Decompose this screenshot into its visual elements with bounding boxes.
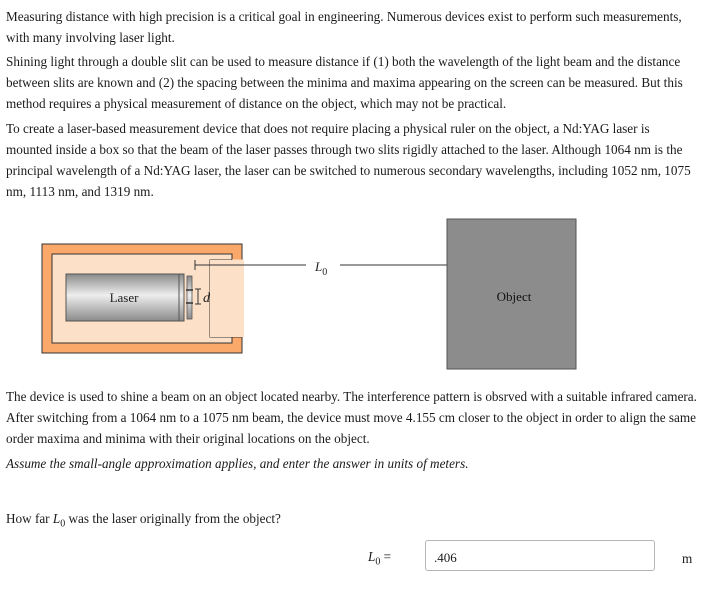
answer-label-eq: = bbox=[380, 549, 392, 564]
distance-label bbox=[314, 259, 327, 278]
answer-input[interactable] bbox=[425, 540, 655, 571]
laser-device-figure bbox=[0, 214, 705, 374]
box-opening bbox=[210, 260, 244, 337]
slit-plate bbox=[187, 276, 192, 319]
double-slit-paragraph: Shining light through a double slit can be used to measure distance if (1) both the wavelength of the light beam and the distance between slits are known and (2) the spacing between the minima and maxima appearing on the screen can be measured. But this method requires a physical measurement of distance on the object, which may not be practical. bbox=[6, 54, 683, 111]
distance-label-sub: 0 bbox=[322, 267, 328, 278]
assumption-note: Assume the small-angle approximation applies, and enter the answer in units of meters. bbox=[6, 456, 469, 471]
answer-label-sub: 0 bbox=[375, 556, 381, 568]
usage-paragraph: The device is used to shine a beam on an object located nearby. The interference pattern is obsrved with a suitable infrared camera. After switching from a 1064 nm to a 1075 nm beam, the device must move 4.155 cm closer to the object in order to align the same order maxima and minima with their original locations on the object. bbox=[6, 389, 697, 446]
slit-spacing-label: d bbox=[203, 291, 210, 306]
laser-label: Laser bbox=[109, 290, 139, 305]
question-prefix: How far bbox=[6, 511, 53, 526]
question-text bbox=[6, 511, 281, 530]
device-paragraph: To create a laser-based measurement device that does not require placing a physical ruler on the object, a Nd:YAG laser is mounted inside a box so that the beam of the laser passes through two slits rigidly attached to the laser. Although 1064 nm is the principal wavelength of a Nd:YAG laser, the laser can be switched to numerous secondary wavelengths, including 1052 nm, 1075 nm, 1113 nm, and 1319 nm. bbox=[6, 121, 691, 199]
intro-paragraph: Measuring distance with high precision is a critical goal in engineering. Numerous devices exist to perform such measurements, with many involving laser light. bbox=[6, 9, 682, 45]
answer-label-var: L bbox=[368, 549, 376, 564]
laser-end-cap bbox=[179, 274, 184, 321]
answer-label bbox=[368, 549, 391, 568]
question-sub: 0 bbox=[60, 518, 66, 530]
object-label: Object bbox=[496, 289, 532, 304]
units-label: m bbox=[682, 551, 693, 566]
question-suffix: was the laser originally from the object? bbox=[65, 511, 281, 526]
question-var: L bbox=[52, 511, 61, 526]
distance-label-var: L bbox=[315, 259, 323, 274]
